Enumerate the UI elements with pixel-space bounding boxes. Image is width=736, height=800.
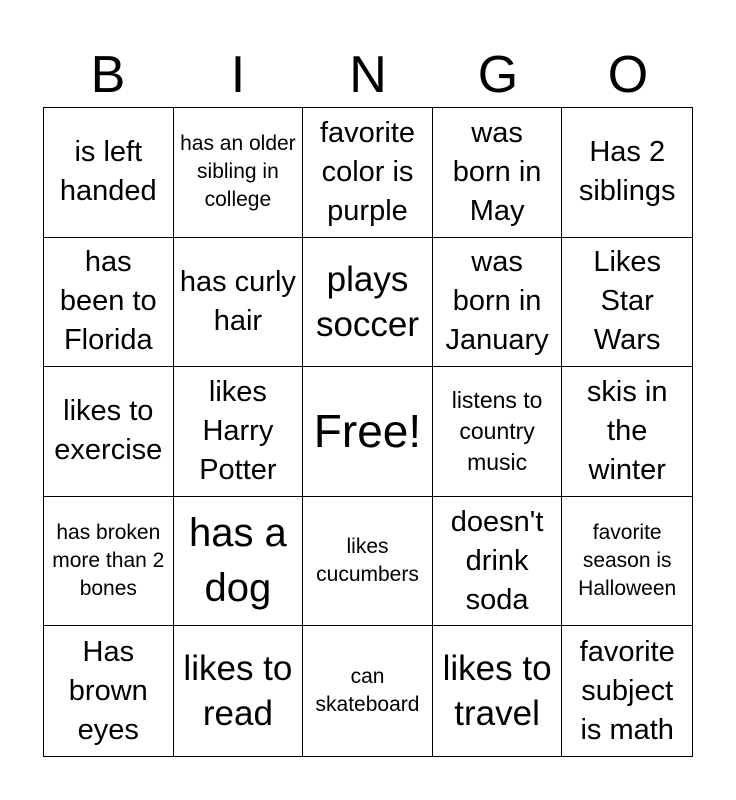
bingo-cell[interactable] [174,367,304,497]
bingo-cell[interactable] [303,238,433,368]
bingo-cell[interactable] [433,626,563,756]
cell-text: was born in January [445,246,549,357]
cell-text: plays soccer [315,259,420,344]
cell-text: has curly hair [179,265,296,337]
bingo-cell[interactable] [433,108,563,238]
cell-text: Has brown eyes [68,635,148,746]
cell-text: likes to travel [442,649,552,734]
cell-text: was born in May [452,116,542,227]
bingo-cell[interactable] [174,626,304,756]
free-space-text: Free! [313,405,422,458]
cell-text: Has 2 siblings [578,136,676,208]
cell-text: favorite color is purple [319,116,416,227]
cell-text: favorite subject is math [579,635,675,746]
cell-text: favorite season is Halloween [578,521,677,601]
bingo-cell[interactable] [303,497,433,627]
bingo-cell[interactable] [562,367,692,497]
cell-text: Likes Star Wars [593,246,662,357]
bingo-header [43,44,693,106]
cell-text: likes to exercise [54,395,163,467]
bingo-cell[interactable] [44,367,174,497]
bingo-cell[interactable] [433,367,563,497]
bingo-board [43,107,693,757]
cell-text: can skateboard [315,665,420,717]
header-letter-n: N [349,46,387,104]
bingo-cell[interactable] [433,497,563,627]
bingo-cell[interactable] [303,626,433,756]
cell-text: likes cucumbers [316,535,419,587]
cell-text: skis in the winter [586,375,668,486]
header-letter-b: B [90,46,126,104]
bingo-cell[interactable] [174,108,304,238]
cell-text: has an older sibling in college [180,132,296,212]
cell-text: listens to country music [451,386,543,475]
cell-text: doesn't drink soda [450,505,544,616]
header-letter-g: G [477,46,519,104]
cell-text: likes Harry Potter [199,375,277,486]
header-letter-i: I [230,46,246,104]
bingo-cell[interactable] [562,626,692,756]
header-letter-o: O [607,46,649,104]
cell-text: has a dog [188,511,287,611]
cell-text: likes to read [183,649,293,734]
bingo-cell[interactable] [562,238,692,368]
bingo-cell[interactable] [44,626,174,756]
bingo-cell[interactable] [44,238,174,368]
bingo-cell[interactable] [562,108,692,238]
bingo-cell[interactable] [44,497,174,627]
bingo-cell[interactable] [44,108,174,238]
bingo-cell[interactable] [562,497,692,627]
cell-text: is left handed [59,136,157,208]
cell-text: has been to Florida [59,246,157,357]
bingo-cell[interactable] [433,238,563,368]
bingo-cell-free[interactable] [303,367,433,497]
bingo-cell[interactable] [174,238,304,368]
cell-text: has broken more than 2 bones [52,521,165,601]
bingo-cell[interactable] [174,497,304,627]
bingo-cell[interactable] [303,108,433,238]
